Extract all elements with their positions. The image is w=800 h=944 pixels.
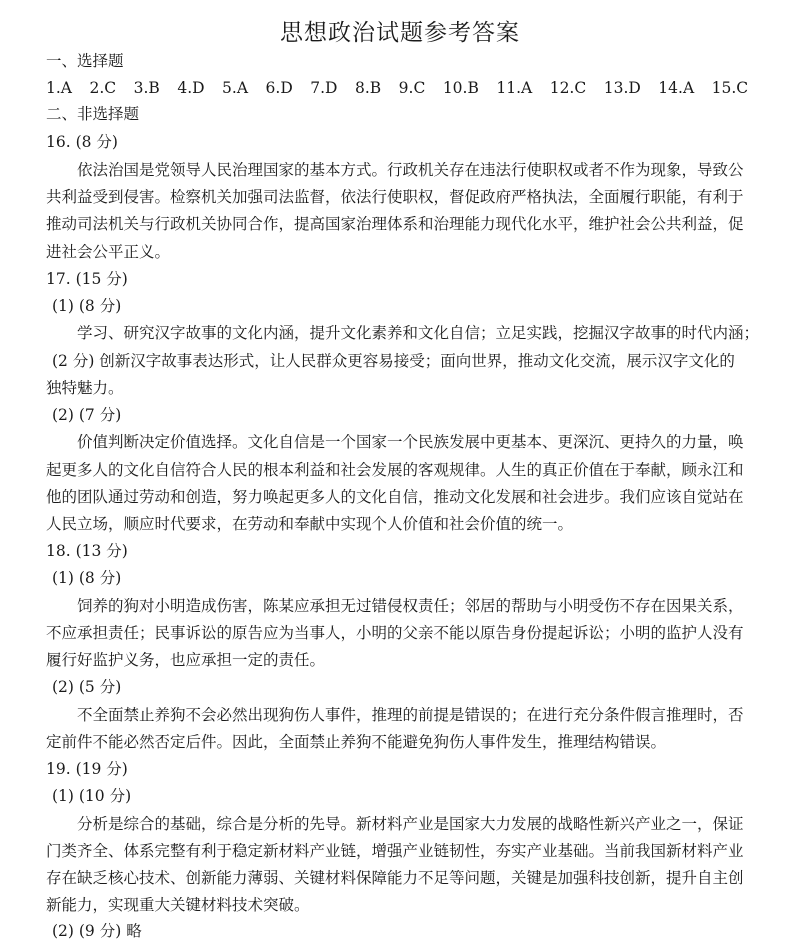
q17-part1-label: (1) (8 分) <box>52 297 122 315</box>
choice-answer-list <box>46 78 766 98</box>
answer-item: 15.C <box>711 79 749 97</box>
answer-item: 7.D <box>310 79 338 97</box>
answer-line: 他的团队通过劳动和创造，努力唤起更多人的文化自信，推动文化发展和社会进步。我们应该自觉站在 <box>46 488 744 506</box>
question-18-heading: 18. (13 分) <box>46 542 128 560</box>
answer-line: 共利益受到侵害。检察机关加强司法监督，依法行使职权，督促政府严格执法，全面履行职能，有利于 <box>46 188 744 206</box>
q18-part2-label: (2) (5 分) <box>52 678 122 696</box>
answer-item: 3.B <box>133 79 160 97</box>
answer-line: 推动司法机关与行政机关协同合作，提高国家治理体系和治理能力现代化水平，维护社会公共利益，促 <box>46 215 744 233</box>
answer-line: 履行好监护义务，也应承担一定的责任。 <box>46 651 326 669</box>
answer-item: 11.A <box>496 79 533 97</box>
question-17-heading: 17. (15 分) <box>46 270 128 288</box>
answer-item: 12.C <box>549 79 587 97</box>
answer-item: 5.A <box>222 79 249 97</box>
q17-part2-label: (2) (7 分) <box>52 406 122 424</box>
answer-line: 不全面禁止养狗不会必然出现狗伤人事件，推理的前提是错误的；在进行充分条件假言推理时，否 <box>77 706 744 724</box>
answer-item: 9.C <box>398 79 426 97</box>
answer-line: 起更多人的文化自信符合人民的根本利益和社会发展的客观规律。人生的真正价值在于奉献，顾永江和 <box>46 461 744 479</box>
answer-line: 门类齐全、体系完整有利于稳定新材料产业链，增强产业链韧性，夯实产业基础。当前我国新材料产业 <box>46 842 744 860</box>
answer-line: (2 分) 创新汉字故事表达形式，让人民群众更容易接受；面向世界，推动文化交流，展示汉字文化的 <box>52 352 735 370</box>
answer-line: 定前件不能必然否定后件。因此，全面禁止养狗不能避免狗伤人事件发生，推理结构错误。 <box>46 733 667 751</box>
q19-part1-label: (1) (10 分) <box>52 787 132 805</box>
question-16-heading: 16. (8 分) <box>46 133 118 151</box>
answer-item: 4.D <box>177 79 205 97</box>
answer-item: 6.D <box>265 79 293 97</box>
answer-item: 14.A <box>658 79 695 97</box>
section-heading-choice: 一、选择题 <box>46 52 124 70</box>
q18-part1-label: (1) (8 分) <box>52 569 122 587</box>
page-title: 思想政治试题参考答案 <box>280 20 520 46</box>
answer-line: 饲养的狗对小明造成伤害，陈某应承担无过错侵权责任；邻居的帮助与小明受伤不存在因果关系， <box>77 597 744 615</box>
answer-line: 人民立场，顺应时代要求，在劳动和奉献中实现个人价值和社会价值的统一。 <box>46 515 574 533</box>
answer-line: 不应承担责任；民事诉讼的原告应为当事人，小明的父亲不能以原告身份提起诉讼；小明的监护人没有 <box>46 624 744 642</box>
answer-line: 依法治国是党领导人民治理国家的基本方式。行政机关存在违法行使职权或者不作为现象，导致公 <box>77 161 744 179</box>
answer-line: 价值判断决定价值选择。文化自信是一个国家一个民族发展中更基本、更深沉、更持久的力量，唤 <box>77 433 744 451</box>
q19-part2-label: (2) (9 分) 略 <box>52 922 142 940</box>
section-heading-nonchoice: 二、非选择题 <box>46 105 140 123</box>
answer-line: 独特魅力。 <box>46 379 124 397</box>
question-19-heading: 19. (19 分) <box>46 760 128 778</box>
answer-item: 10.B <box>442 79 479 97</box>
answer-item: 1.A <box>46 79 72 97</box>
answer-line: 分析是综合的基础，综合是分析的先导。新材料产业是国家大力发展的战略性新兴产业之一，保证 <box>77 815 744 833</box>
answer-item: 13.D <box>603 79 641 97</box>
answer-line: 存在缺乏核心技术、创新能力薄弱、关键材料保障能力不足等问题，关键是加强科技创新，提升自主创 <box>46 869 744 887</box>
answer-item: 2.C <box>89 79 117 97</box>
answer-line: 新能力，实现重大关键材料技术突破。 <box>46 896 310 914</box>
answer-line: 进社会公平正义。 <box>46 243 171 261</box>
answer-line: 学习、研究汉字故事的文化内涵，提升文化素养和文化自信；立足实践，挖掘汉字故事的时代内涵； <box>77 324 760 342</box>
answer-item: 8.B <box>354 79 382 97</box>
